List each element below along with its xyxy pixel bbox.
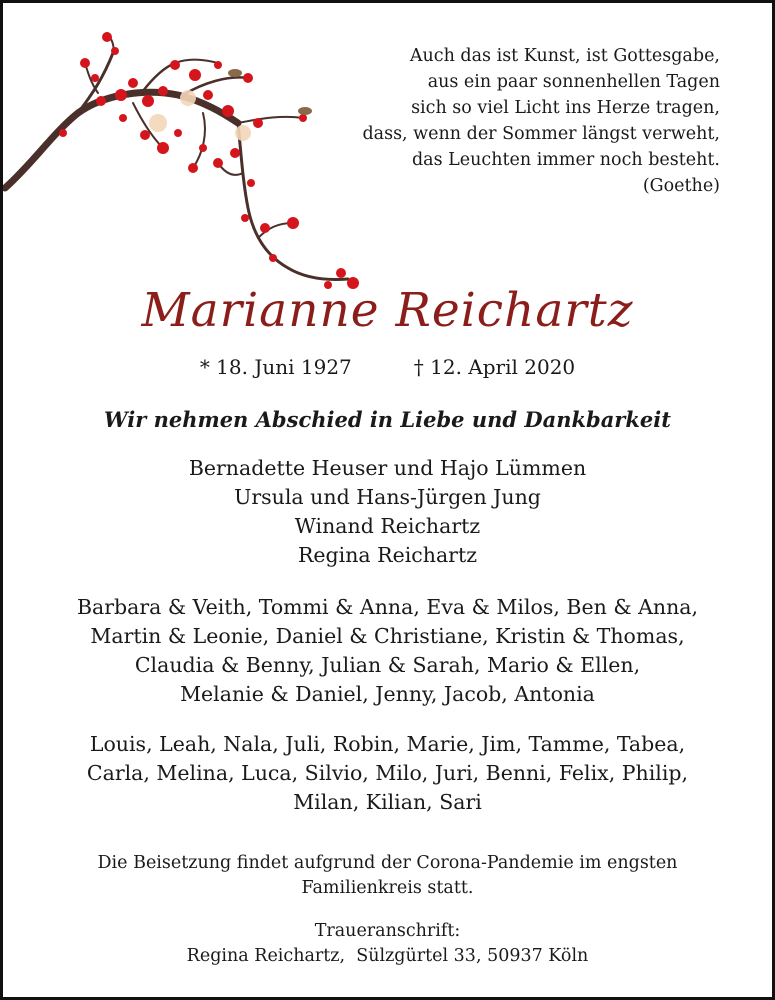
mourning-address xyxy=(3,919,772,969)
poem-line: aus ein paar sonnenhellen Tagen xyxy=(427,72,720,92)
family-line: Regina Reichartz xyxy=(297,543,478,567)
family-line: Winand Reichartz xyxy=(294,514,481,538)
great-grandchildren-line: Milan, Kilian, Sari xyxy=(293,790,482,814)
great-grandchildren-line: Carla, Melina, Luca, Silvio, Milo, Juri, Benni, Felix, Philip, xyxy=(86,761,689,785)
poem-line: sich so viel Licht ins Herze tragen, xyxy=(411,98,720,118)
family-line: Bernadette Heuser und Hajo Lümmen xyxy=(188,456,587,480)
deceased-name: Marianne Reichartz xyxy=(141,283,634,338)
grandchildren-line: Barbara & Veith, Tommi & Anna, Eva & Milos, Ben & Anna, xyxy=(76,595,699,619)
address-line: Regina Reichartz, Sülzgürtel 33, 50937 Köln xyxy=(186,946,589,966)
great-grandchildren-line: Louis, Leah, Nala, Juli, Robin, Marie, Jim, Tamme, Tabea, xyxy=(89,732,686,756)
grandchildren-line: Melanie & Daniel, Jenny, Jacob, Antonia xyxy=(180,682,595,706)
poem-line: Auch das ist Kunst, ist Gottesgabe, xyxy=(409,46,720,66)
family-list xyxy=(3,454,772,570)
address-label: Traueranschrift: xyxy=(314,921,461,941)
life-dates xyxy=(3,355,772,379)
birth-date: * 18. Juni 1927 xyxy=(199,355,352,379)
poem-author: (Goethe) xyxy=(642,176,720,196)
funeral-note xyxy=(3,851,772,901)
funeral-note-line: Familienkreis statt. xyxy=(301,878,474,898)
poem-quote xyxy=(300,43,720,199)
grandchildren-line: Martin & Leonie, Daniel & Christiane, Kristin & Thomas, xyxy=(90,624,685,648)
death-date: † 12. April 2020 xyxy=(413,355,576,379)
great-grandchildren-list xyxy=(3,730,772,817)
poem-line: das Leuchten immer noch besteht. xyxy=(411,150,720,170)
family-line: Ursula und Hans-Jürgen Jung xyxy=(234,485,541,509)
farewell-motto: Wir nehmen Abschied in Liebe und Dankbarkeit xyxy=(104,407,671,432)
funeral-note-line: Die Beisetzung findet aufgrund der Corona-Pandemie im engsten xyxy=(97,853,678,873)
grandchildren-list xyxy=(3,593,772,709)
grandchildren-line: Claudia & Benny, Julian & Sarah, Mario & Ellen, xyxy=(134,653,641,677)
poem-line: dass, wenn der Sommer längst verweht, xyxy=(362,124,720,144)
